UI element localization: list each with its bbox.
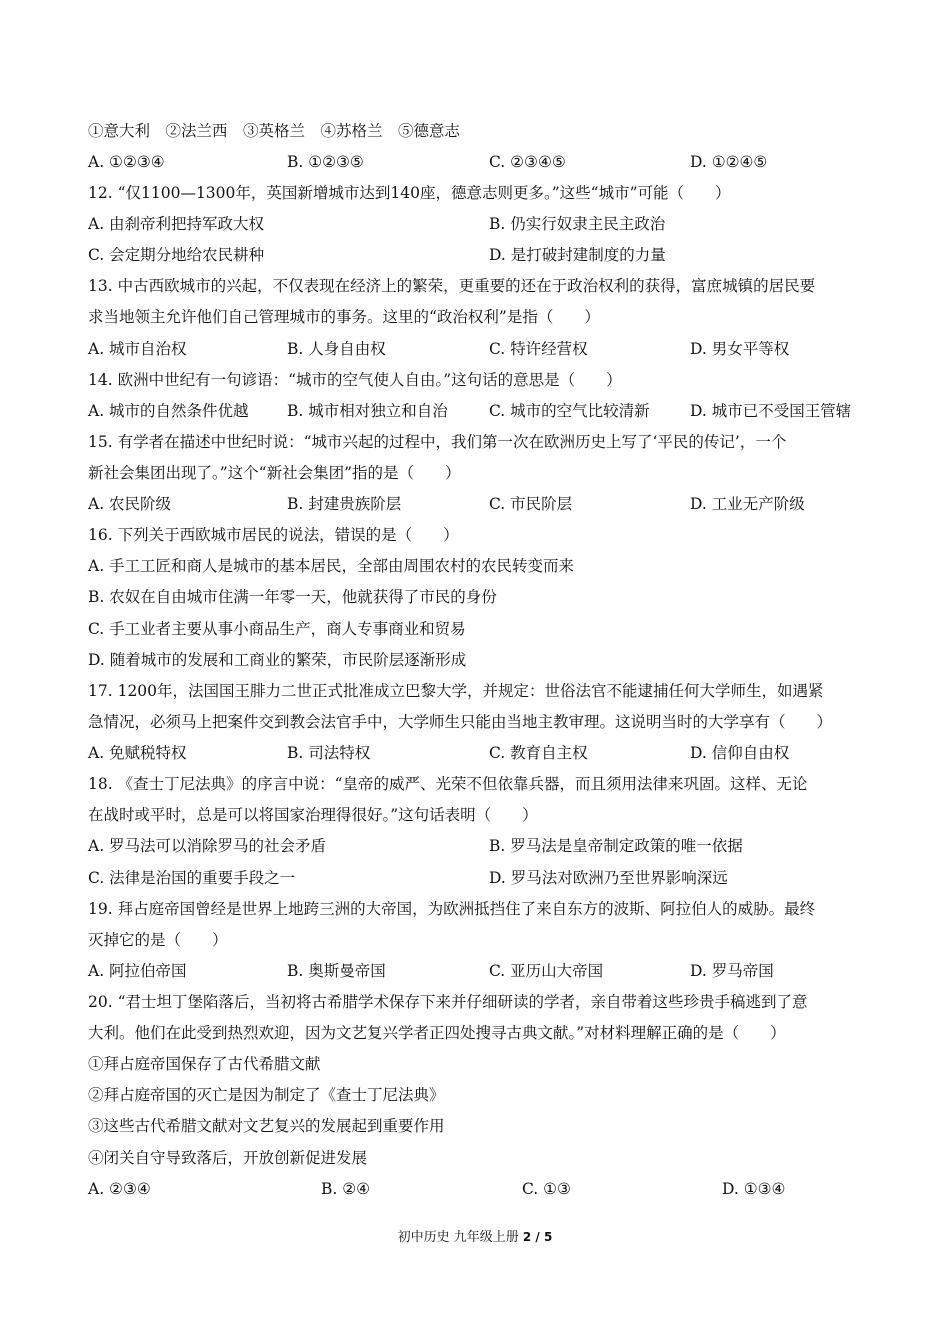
q14-option-b: B. 城市相对独立和自治 — [287, 402, 448, 420]
q15-stem-line2: 新社会集团出现了。”这个“新社会集团”指的是（ ） — [88, 464, 461, 482]
q13-option-c: C. 特许经营权 — [489, 340, 588, 358]
q15-option-c: C. 市民阶层 — [489, 495, 573, 513]
q17-option-c: C. 教育自主权 — [489, 744, 588, 762]
q17-stem-line1: 17. 1200年，法国国王腓力二世正式批准成立巴黎大学，并规定：世俗法官不能逮捕任何大学师生，如遇紧 — [88, 682, 824, 700]
q17-options — [88, 743, 888, 763]
q11-options — [88, 152, 888, 172]
q16-option-b: B. 农奴在自由城市住满一年零一天，他就获得了市民的身份 — [88, 588, 497, 606]
q20-option-b: B. ②④ — [321, 1180, 371, 1198]
q15-option-d: D. 工业无产阶级 — [690, 495, 805, 513]
q13-stem-line2: 求当地领主允许他们自己管理城市的事务。这里的“政治权利”是指（ ） — [88, 308, 600, 326]
q14-option-a: A. 城市的自然条件优越 — [88, 402, 249, 420]
q11-items: ①意大利 ②法兰西 ③英格兰 ④苏格兰 ⑤德意志 — [88, 122, 461, 140]
q20-option-a: A. ②③④ — [88, 1180, 151, 1198]
q11-option-a: A. ①②③④ — [88, 153, 165, 171]
q18-option-d: D. 罗马法对欧洲乃至世界影响深远 — [489, 869, 728, 887]
q20-stem-line2: 大利。他们在此受到热烈欢迎，因为文艺复兴学者正四处搜寻古典文献。”对材料理解正确的是（ ） — [88, 1024, 786, 1042]
q12-stem: 12. “仅1100—1300年，英国新增城市达到140座，德意志则更多。”这些“城市”可能（ ） — [88, 184, 731, 202]
q16-stem: 16. 下列关于西欧城市居民的说法，错误的是（ ） — [88, 526, 459, 544]
q13-stem-line1: 13. 中古西欧城市的兴起，不仅表现在经济上的繁荣，更重要的还在于政治权利的获得，富庶城镇的居民要 — [88, 277, 816, 295]
q19-option-c: C. 亚历山大帝国 — [489, 962, 604, 980]
q16-option-c: C. 手工业者主要从事小商品生产，商人专事商业和贸易 — [88, 620, 466, 638]
q18-options-row2 — [88, 868, 888, 888]
q18-option-c: C. 法律是治国的重要手段之一 — [88, 869, 296, 887]
q14-option-c: C. 城市的空气比较清新 — [489, 402, 650, 420]
page-number: 2 / 5 — [522, 1230, 553, 1244]
q12-option-a: A. 由刹帝利把持军政大权 — [88, 215, 265, 233]
q17-option-b: B. 司法特权 — [287, 744, 371, 762]
q20-item-3: ③这些古代希腊文献对文艺复兴的发展起到重要作用 — [88, 1117, 445, 1135]
q13-option-b: B. 人身自由权 — [287, 340, 386, 358]
q20-item-4: ④闭关自守导致落后，开放创新促进发展 — [88, 1149, 368, 1167]
q15-option-b: B. 封建贵族阶层 — [287, 495, 402, 513]
q16-option-a: A. 手工工匠和商人是城市的基本居民，全部由周围农村的农民转变而来 — [88, 557, 575, 575]
footer-text: 初中历史 九年级上册 — [397, 1230, 523, 1245]
q14-stem: 14. 欧洲中世纪有一句谚语：“城市的空气使人自由。”这句话的意思是（ ） — [88, 371, 622, 389]
q13-option-a: A. 城市自治权 — [88, 340, 187, 358]
q19-stem-line1: 19. 拜占庭帝国曾经是世界上地跨三洲的大帝国，为欧洲抵挡住了来自东方的波斯、阿拉伯人的威胁。最终 — [88, 900, 816, 918]
q13-option-d: D. 男女平等权 — [690, 340, 790, 358]
q17-option-a: A. 免赋税特权 — [88, 744, 187, 762]
q15-options — [88, 494, 888, 514]
q12-option-d: D. 是打破封建制度的力量 — [489, 246, 666, 264]
q12-option-b: B. 仍实行奴隶主民主政治 — [489, 215, 666, 233]
q19-option-a: A. 阿拉伯帝国 — [88, 962, 187, 980]
q13-options — [88, 339, 888, 359]
q18-stem-line2: 在战时或平时，总是可以将国家治理得很好。”这句话表明（ ） — [88, 806, 538, 824]
q20-item-1: ①拜占庭帝国保存了古代希腊文献 — [88, 1055, 321, 1073]
q14-options — [88, 401, 888, 421]
q18-option-a: A. 罗马法可以消除罗马的社会矛盾 — [88, 837, 327, 855]
q20-option-d: D. ①③④ — [722, 1180, 786, 1198]
q11-option-b: B. ①②③⑤ — [287, 153, 364, 171]
q12-option-c: C. 会定期分地给农民耕种 — [88, 246, 265, 264]
q17-option-d: D. 信仰自由权 — [690, 744, 790, 762]
q14-option-d: D. 城市已不受国王管辖 — [690, 402, 852, 420]
q19-stem-line2: 灭掉它的是（ ） — [88, 931, 228, 949]
page-footer — [0, 1228, 950, 1247]
q19-option-d: D. 罗马帝国 — [690, 962, 774, 980]
q11-option-d: D. ①②④⑤ — [690, 153, 768, 171]
q18-options-row1 — [88, 836, 888, 856]
q18-option-b: B. 罗马法是皇帝制定政策的唯一依据 — [489, 837, 743, 855]
q15-option-a: A. 农民阶级 — [88, 495, 172, 513]
q19-option-b: B. 奥斯曼帝国 — [287, 962, 386, 980]
q20-stem-line1: 20. “君士坦丁堡陷落后，当初将古希腊学术保存下来并仔细研读的学者，亲自带着这些珍贵手稿逃到了意 — [88, 993, 808, 1011]
q20-item-2: ②拜占庭帝国的灭亡是因为制定了《查士丁尼法典》 — [88, 1086, 445, 1104]
q17-stem-line2: 急情况，必须马上把案件交到教会法官手中，大学师生只能由当地主教审理。这说明当时的大学享有（ ） — [88, 713, 833, 731]
q11-option-c: C. ②③④⑤ — [489, 153, 566, 171]
q12-options-row1 — [88, 214, 888, 234]
q12-options-row2 — [88, 245, 888, 265]
q16-option-d: D. 随着城市的发展和工商业的繁荣，市民阶层逐渐形成 — [88, 651, 467, 669]
q15-stem-line1: 15. 有学者在描述中世纪时说：“城市兴起的过程中，我们第一次在欧洲历史上写了‘平民的传记’，一个 — [88, 433, 787, 451]
q19-options — [88, 961, 888, 981]
q20-options — [88, 1179, 888, 1199]
q18-stem-line1: 18. 《查士丁尼法典》的序言中说：“皇帝的威严、光荣不但依靠兵器，而且须用法律来巩固。这样、无论 — [88, 775, 808, 793]
q20-option-c: C. ①③ — [522, 1180, 571, 1198]
